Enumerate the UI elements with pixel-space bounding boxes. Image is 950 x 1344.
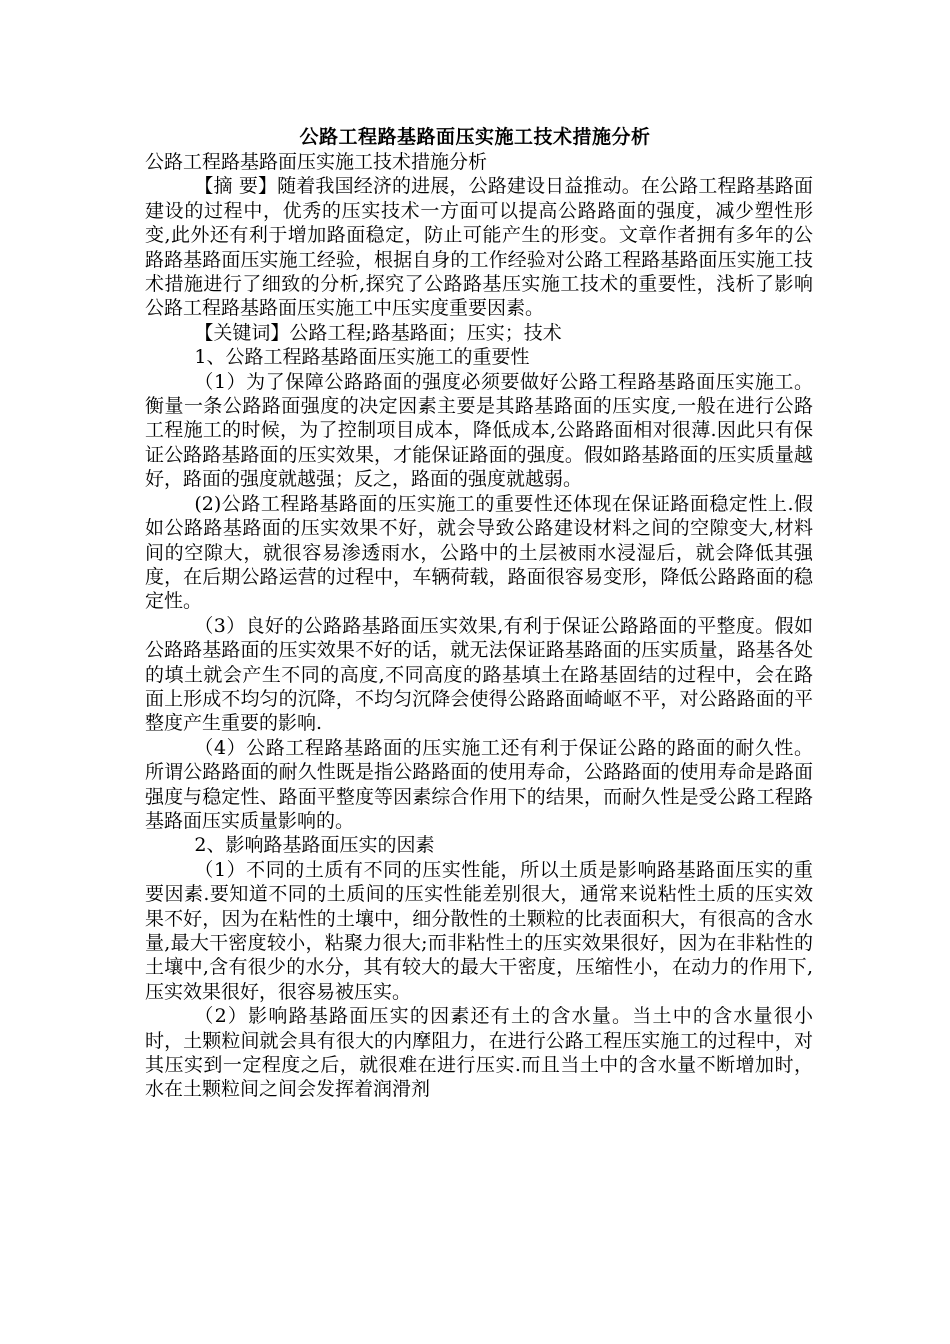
document-body xyxy=(145,150,813,1102)
section1-paragraph-1: （1）为了保障公路路面的强度必须要做好公路工程路基路面压实施工。衡量一条公路路面强度的决定因素主要是其路基路面的压实度,一般在进行公路工程施工的时候，为了控制项目成本，降低成本,公路路面相对很薄.因此只有保证公路路基路面的压实效果，才能保证路面的强度。假如路基路面的压实质量越好，路面的强度就越强；反之，路面的强度就越弱。 xyxy=(145,370,813,491)
section2-paragraph-1: （1）不同的土质有不同的压实性能，所以土质是影响路基路面压实的重要因素.要知道不同的土质间的压实性能差别很大，通常来说粘性土质的压实效果不好，因为在粘性的土壤中，细分散性的土颗粒的比表面积大，有很高的含水量,最大干密度较小，粘聚力很大;而非粘性土的压实效果很好，因为在非粘性的土壤中,含有很少的水分，其有较大的最大干密度，压缩性小，在动力的作用下,压实效果很好，很容易被压实。 xyxy=(145,858,813,1003)
section-heading-2: 2、影响路基路面压实的因素 xyxy=(194,834,435,857)
section-heading-1: 1、公路工程路基路面压实施工的重要性 xyxy=(194,346,530,369)
keywords-paragraph: 【关键词】公路工程;路基路面；压实；技术 xyxy=(194,321,562,344)
section2-paragraph-2: （2）影响路基路面压实的因素还有土的含水量。当土中的含水量很小时，土颗粒间就会具有很大的内摩阻力，在进行公路工程压实施工的过程中，对其压实到一定程度之后，就很难在进行压实.而且当土中的含水量不断增加时，水在土颗粒间之间会发挥着润滑剂 xyxy=(145,1005,813,1101)
section1-paragraph-3: （3）良好的公路路基路面压实效果,有利于保证公路路面的平整度。假如公路路基路面的压实效果不好的话，就无法保证路基路面的压实质量，路基各处的填土就会产生不同的高度,不同高度的路基填土在路基固结的过程中，会在路面上形成不均匀的沉降，不均匀沉降会使得公路路面崎岖不平，对公路路面的平整度产生重要的影响. xyxy=(145,614,813,735)
section1-paragraph-4: （4）公路工程路基路面的压实施工还有利于保证公路的路面的耐久性。所谓公路路面的耐久性既是指公路路面的使用寿命，公路路面的使用寿命是路面强度与稳定性、路面平整度等因素综合作用下的结果，而耐久性是受公路工程路基路面压实质量影响的。 xyxy=(145,736,813,832)
document-subtitle: 公路工程路基路面压实施工技术措施分析 xyxy=(145,151,488,173)
document-title: 公路工程路基路面压实施工技术措施分析 xyxy=(299,126,651,148)
section1-paragraph-2: (2)公路工程路基路面的压实施工的重要性还体现在保证路面稳定性上.假如公路路基路面的压实效果不好，就会导致公路建设材料之间的空隙变大,材料间的空隙大，就很容易渗透雨水，公路中的土层被雨水浸湿后，就会降低其强度，在后期公路运营的过程中，车辆荷载，路面很容易变形，降低公路路面的稳定性。 xyxy=(145,492,813,613)
abstract-paragraph: 【摘 要】随着我国经济的进展，公路建设日益推动。在公路工程路基路面建设的过程中，优秀的压实技术一方面可以提高公路路面的强度，减少塑性形变,此外还有利于增加路面稳定，防止可能产生的形变。文章作者拥有多年的公路路基路面压实施工经验，根据自身的工作经验对公路工程路基路面压实施工技术措施进行了细致的分析,探究了公路路基压实施工技术的重要性，浅析了影响公路工程路基路面压实施工中压实度重要因素。 xyxy=(145,175,813,320)
